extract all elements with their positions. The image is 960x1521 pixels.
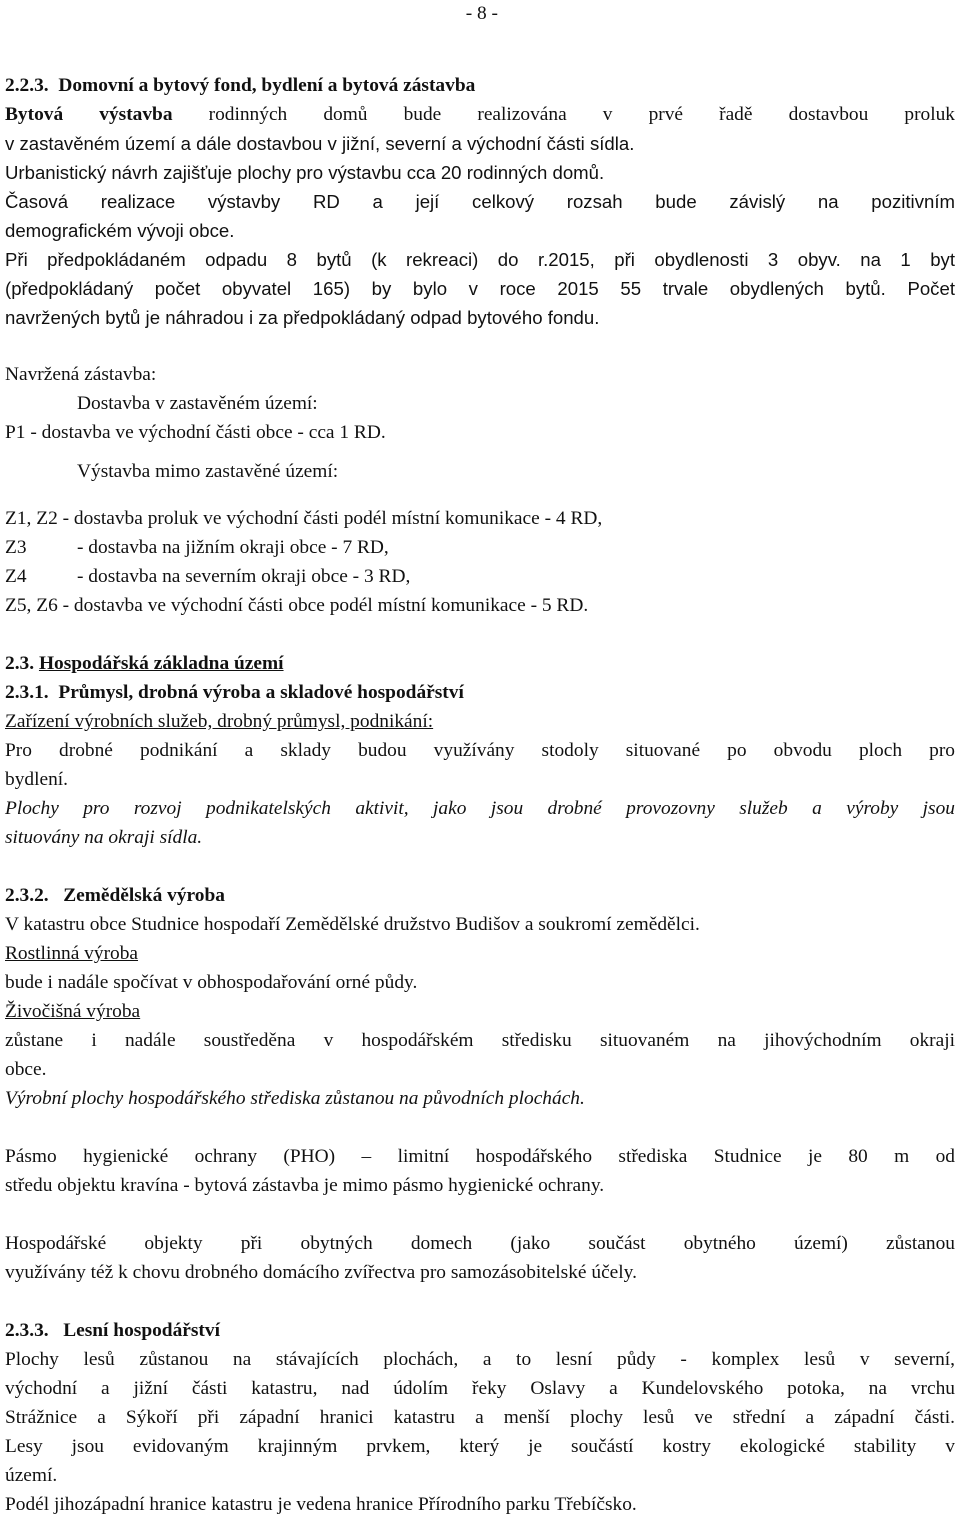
- paragraph-line: východní a jižní části katastru, nad údolím řeky Oslavy a Kundelovského potoka, na vrchu: [5, 1378, 955, 1399]
- paragraph-line: Při předpokládaném odpadu 8 bytů (k rekreaci) do r.2015, při obydlenosti 3 obyv. na 1 byt: [5, 249, 955, 270]
- section-2-3-3-heading: [5, 1319, 955, 1343]
- italic-line: Plochy pro rozvoj podnikatelských aktivit, jako jsou drobné provozovny služeb a výroby jsou: [5, 798, 955, 819]
- zone-item-z1-z2: Z1, Z2 - dostavba proluk ve východní části podél místní komunikace - 4 RD,: [5, 508, 603, 529]
- heading-text: Zemědělská výroba: [63, 885, 225, 906]
- zastavba-title: Navržená zástavba:: [5, 364, 157, 385]
- section-2-3-1-heading: [5, 681, 955, 705]
- heading-number: 2.3.3.: [5, 1320, 49, 1341]
- subheading-underlined: Zařízení výrobních služeb, drobný průmysl, podnikání:: [5, 711, 434, 732]
- page-number: - 8 -: [465, 3, 498, 24]
- section-2-3-2-heading: [5, 884, 955, 908]
- bold-lead: Bytová výstavba: [5, 104, 173, 125]
- paragraph-line: Pásmo hygienické ochrany (PHO) – limitní hospodářského střediska Studnice je 80 m od: [5, 1146, 955, 1167]
- paragraph-line: využívány též k chovu drobného domácího zvířectva pro samozásobitelské účely.: [5, 1262, 637, 1283]
- paragraph-line: Plochy lesů zůstanou na stávajících plochách, a to lesní půdy - komplex lesů v severní,: [5, 1349, 955, 1370]
- paragraph-line: v zastavěném území a dále dostavbou v jižní, severní a východní části sídla.: [5, 133, 635, 154]
- paragraph-line: Strážnice a Sýkoří při západní hranici katastru a menší plochy lesů ve střední a západní části.: [5, 1407, 955, 1428]
- paragraph-line: území.: [5, 1465, 58, 1486]
- paragraph-line: obce.: [5, 1059, 47, 1080]
- paragraph-line: Pro drobné podnikání a sklady budou využívány stodoly situované po obvodu ploch pro: [5, 740, 955, 761]
- zone-item-p1: P1 - dostavba ve východní části obce - cca 1 RD.: [5, 422, 386, 443]
- heading-number: 2.3.: [5, 653, 35, 674]
- heading-number: 2.3.2.: [5, 885, 49, 906]
- subheading-underlined: Živočišná výroba: [5, 1001, 141, 1022]
- line-text: rodinných domů bude realizována v prvé řadě dostavbou proluk: [208, 104, 955, 125]
- paragraph-line: bydlení.: [5, 769, 69, 790]
- paragraph-line: Podél jihozápadní hranice katastru je vedena hranice Přírodního parku Třebíčsko.: [5, 1494, 637, 1515]
- section-2-2-3-heading: [5, 74, 955, 98]
- heading-text: Průmysl, drobná výroba a skladové hospodářství: [58, 682, 464, 703]
- paragraph-line: bude i nadále spočívat v obhospodařování orné půdy.: [5, 972, 418, 993]
- zone-text: - dostavba na severním okraji obce - 3 RD,: [77, 566, 411, 587]
- italic-line: situovány na okraji sídla.: [5, 827, 203, 848]
- section-2-3-heading: [5, 652, 955, 676]
- paragraph-line: (předpokládaný počet obyvatel 165) by bylo v roce 2015 55 trvale obydlených bytů. Počet: [5, 278, 955, 299]
- zone-code: Z3: [5, 537, 27, 558]
- zone-text: - dostavba na jižním okraji obce - 7 RD,: [77, 537, 389, 558]
- paragraph-line: V katastru obce Studnice hospodaří Zemědělské družstvo Budišov a soukromí zemědělci.: [5, 914, 700, 935]
- paragraph-line: Urbanistický návrh zajišťuje plochy pro výstavbu cca 20 rodinných domů.: [5, 162, 605, 183]
- heading-number: 2.2.3.: [5, 75, 49, 96]
- heading-text: Lesní hospodářství: [63, 1320, 220, 1341]
- zone-item-z3: [5, 536, 955, 560]
- paragraph-line: Hospodářské objekty při obytných domech (jako součást obytného území) zůstanou: [5, 1233, 955, 1254]
- paragraph-line: středu objektu kravína - bytová zástavba je mimo pásmo hygienické ochrany.: [5, 1175, 605, 1196]
- zone-item-z5-z6: Z5, Z6 - dostavba ve východní části obce podél místní komunikace - 5 RD.: [5, 595, 589, 616]
- paragraph-line: zůstane i nadále soustředěna v hospodářském středisku situovaném na jihovýchodním okraji: [5, 1030, 955, 1051]
- heading-text: Hospodářská základna území: [38, 653, 284, 674]
- zastavba-subheading: Výstavba mimo zastavěné území:: [77, 461, 339, 482]
- zastavba-subheading: Dostavba v zastavěném území:: [77, 393, 318, 414]
- zone-code: Z4: [5, 566, 27, 587]
- paragraph-line: Lesy jsou evidovaným krajinným prvkem, který je součástí kostry ekologické stability v: [5, 1436, 955, 1457]
- heading-text: Domovní a bytový fond, bydlení a bytová zástavba: [58, 75, 476, 96]
- zone-item-z4: [5, 565, 955, 589]
- italic-line: Výrobní plochy hospodářského střediska zůstanou na původních plochách.: [5, 1088, 585, 1109]
- paragraph-line: navržených bytů je náhradou i za předpokládaný odpad bytového fondu.: [5, 307, 600, 328]
- subheading-underlined: Rostlinná výroba: [5, 943, 139, 964]
- heading-number: 2.3.1.: [5, 682, 49, 703]
- paragraph-line: Časová realizace výstavby RD a její celkový rozsah bude závislý na pozitivním: [5, 191, 955, 212]
- paragraph-line: demografickém vývoji obce.: [5, 220, 235, 241]
- paragraph-line: [5, 103, 955, 127]
